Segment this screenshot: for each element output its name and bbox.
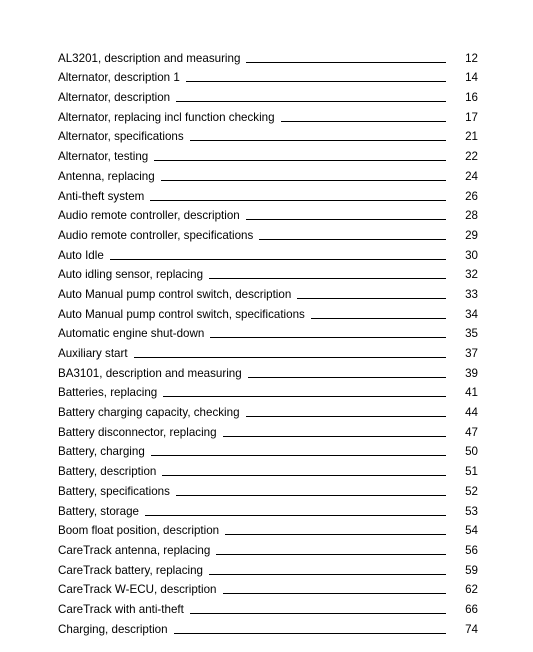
index-entry[interactable] — [58, 440, 478, 460]
index-entry[interactable] — [58, 341, 478, 361]
index-entry[interactable] — [58, 519, 478, 539]
leader-line — [223, 593, 447, 594]
leader-line — [176, 101, 446, 102]
index-entry[interactable] — [58, 46, 478, 66]
index-entry[interactable] — [58, 361, 478, 381]
entry-title: Auxiliary start — [58, 347, 128, 360]
entry-title: Alternator, specifications — [58, 130, 184, 144]
index-entry[interactable] — [58, 322, 478, 342]
leader-line — [209, 574, 446, 575]
leader-line — [223, 436, 446, 437]
index-entry[interactable] — [58, 263, 478, 283]
index-entry[interactable] — [58, 400, 478, 420]
index-entry[interactable] — [58, 479, 478, 499]
leader-line — [225, 534, 446, 535]
leader-line — [145, 515, 446, 516]
entry-title: Batteries, replacing — [58, 386, 158, 400]
leader-line — [162, 475, 446, 476]
page-number: 21 — [465, 130, 478, 144]
page-number: 41 — [465, 386, 478, 400]
index-entry[interactable] — [58, 499, 478, 519]
entry-title: Audio remote controller, description — [58, 209, 240, 223]
leader-line — [151, 455, 446, 456]
index-entry[interactable] — [58, 85, 478, 105]
leader-line — [186, 81, 446, 82]
index-entry[interactable] — [58, 164, 478, 184]
entry-title: CareTrack W-ECU, description — [58, 583, 217, 597]
page-number: 12 — [465, 51, 478, 65]
leader-line — [190, 140, 446, 141]
index-entry[interactable] — [58, 105, 478, 125]
page-number: 24 — [465, 169, 478, 183]
leader-line — [154, 160, 446, 161]
entry-title: Boom float position, description — [58, 524, 220, 538]
entry-title: Battery disconnector, replacing — [58, 425, 217, 439]
entry-title: Battery charging capacity, checking — [58, 406, 240, 420]
entry-title: Alternator, description — [58, 91, 171, 105]
leader-line — [216, 554, 446, 555]
page-number: 56 — [465, 543, 478, 557]
index-entry[interactable] — [58, 538, 478, 558]
page-number: 17 — [465, 110, 478, 124]
page-number: 33 — [465, 287, 478, 301]
leader-line — [161, 180, 446, 181]
page-number: 39 — [465, 366, 478, 380]
entry-title: Auto Manual pump control switch, specifications — [58, 307, 305, 321]
page-number: 16 — [465, 91, 478, 105]
page-number: 66 — [465, 602, 478, 616]
leader-line — [246, 416, 446, 417]
page-number: 74 — [465, 622, 478, 636]
leader-line — [134, 357, 446, 358]
leader-line — [246, 62, 446, 63]
index-entry[interactable] — [58, 282, 478, 302]
page-number: 44 — [465, 406, 478, 420]
index-entry[interactable] — [58, 617, 478, 637]
page-number: 28 — [465, 209, 478, 223]
leader-line — [311, 318, 446, 319]
leader-line — [248, 377, 446, 378]
entry-title: Alternator, testing — [58, 150, 149, 164]
entry-title: Antenna, replacing — [58, 169, 155, 183]
entry-title: Alternator, replacing incl function checking — [58, 110, 275, 124]
entry-title: Charging, description — [58, 622, 168, 636]
page-number: 35 — [465, 327, 478, 341]
leader-line — [209, 278, 446, 279]
entry-title: CareTrack antenna, replacing — [58, 543, 211, 557]
page-number: 50 — [465, 445, 478, 459]
index-entry[interactable] — [58, 597, 478, 617]
page-number: 34 — [465, 307, 478, 321]
entry-title: Battery, specifications — [58, 484, 170, 498]
index-entry[interactable] — [58, 184, 478, 204]
leader-line — [210, 337, 446, 338]
entry-title: CareTrack battery, replacing — [58, 563, 203, 577]
page-number: 54 — [465, 524, 478, 538]
leader-line — [163, 396, 446, 397]
entry-title: Battery, charging — [58, 445, 145, 459]
page-number: 62 — [465, 583, 478, 597]
leader-line — [150, 200, 446, 201]
index-entry[interactable] — [58, 125, 478, 145]
index-entry[interactable] — [58, 381, 478, 401]
leader-line — [174, 633, 446, 634]
index-entry[interactable] — [58, 558, 478, 578]
entry-title: AL3201, description and measuring — [58, 51, 241, 65]
index-entry[interactable] — [58, 204, 478, 224]
page-number: 14 — [465, 71, 478, 85]
entry-title: CareTrack with anti-theft — [58, 602, 184, 616]
page-number: 29 — [465, 228, 478, 242]
leader-line — [246, 219, 446, 220]
index-entry[interactable] — [58, 243, 478, 263]
leader-line — [190, 613, 446, 614]
entry-title: Auto Manual pump control switch, description — [58, 287, 292, 301]
entry-title: Alternator, description 1 — [58, 71, 180, 85]
index-entry[interactable] — [58, 578, 478, 598]
entry-title: Anti-theft system — [58, 189, 145, 203]
entry-title: BA3101, description and measuring — [58, 366, 242, 380]
page-number: 59 — [465, 563, 478, 577]
leader-line — [259, 239, 446, 240]
page-number: 47 — [465, 425, 478, 439]
index-entry[interactable] — [58, 302, 478, 322]
entry-title: Auto Idle — [58, 248, 104, 262]
page-number: 26 — [465, 189, 478, 203]
leader-line — [297, 298, 446, 299]
index-entry[interactable] — [58, 66, 478, 86]
index-entry[interactable] — [58, 223, 478, 243]
page-number: 37 — [465, 347, 478, 360]
entry-title: Audio remote controller, specifications — [58, 228, 254, 242]
leader-line — [281, 121, 446, 122]
index-entry[interactable] — [58, 420, 478, 440]
entry-title: Automatic engine shut-down — [58, 327, 205, 341]
entry-title: Auto idling sensor, replacing — [58, 268, 204, 282]
page-number: 53 — [465, 504, 478, 518]
entry-title: Battery, description — [58, 465, 157, 479]
index-list — [58, 46, 478, 637]
page-number: 32 — [465, 268, 478, 282]
page-number: 30 — [465, 248, 478, 262]
leader-line — [176, 495, 446, 496]
page-number: 22 — [465, 150, 478, 164]
leader-line — [110, 259, 446, 260]
page-number: 51 — [465, 465, 478, 479]
index-entry[interactable] — [58, 459, 478, 479]
index-entry[interactable] — [58, 144, 478, 164]
page-number: 52 — [465, 484, 478, 498]
entry-title: Battery, storage — [58, 504, 139, 518]
